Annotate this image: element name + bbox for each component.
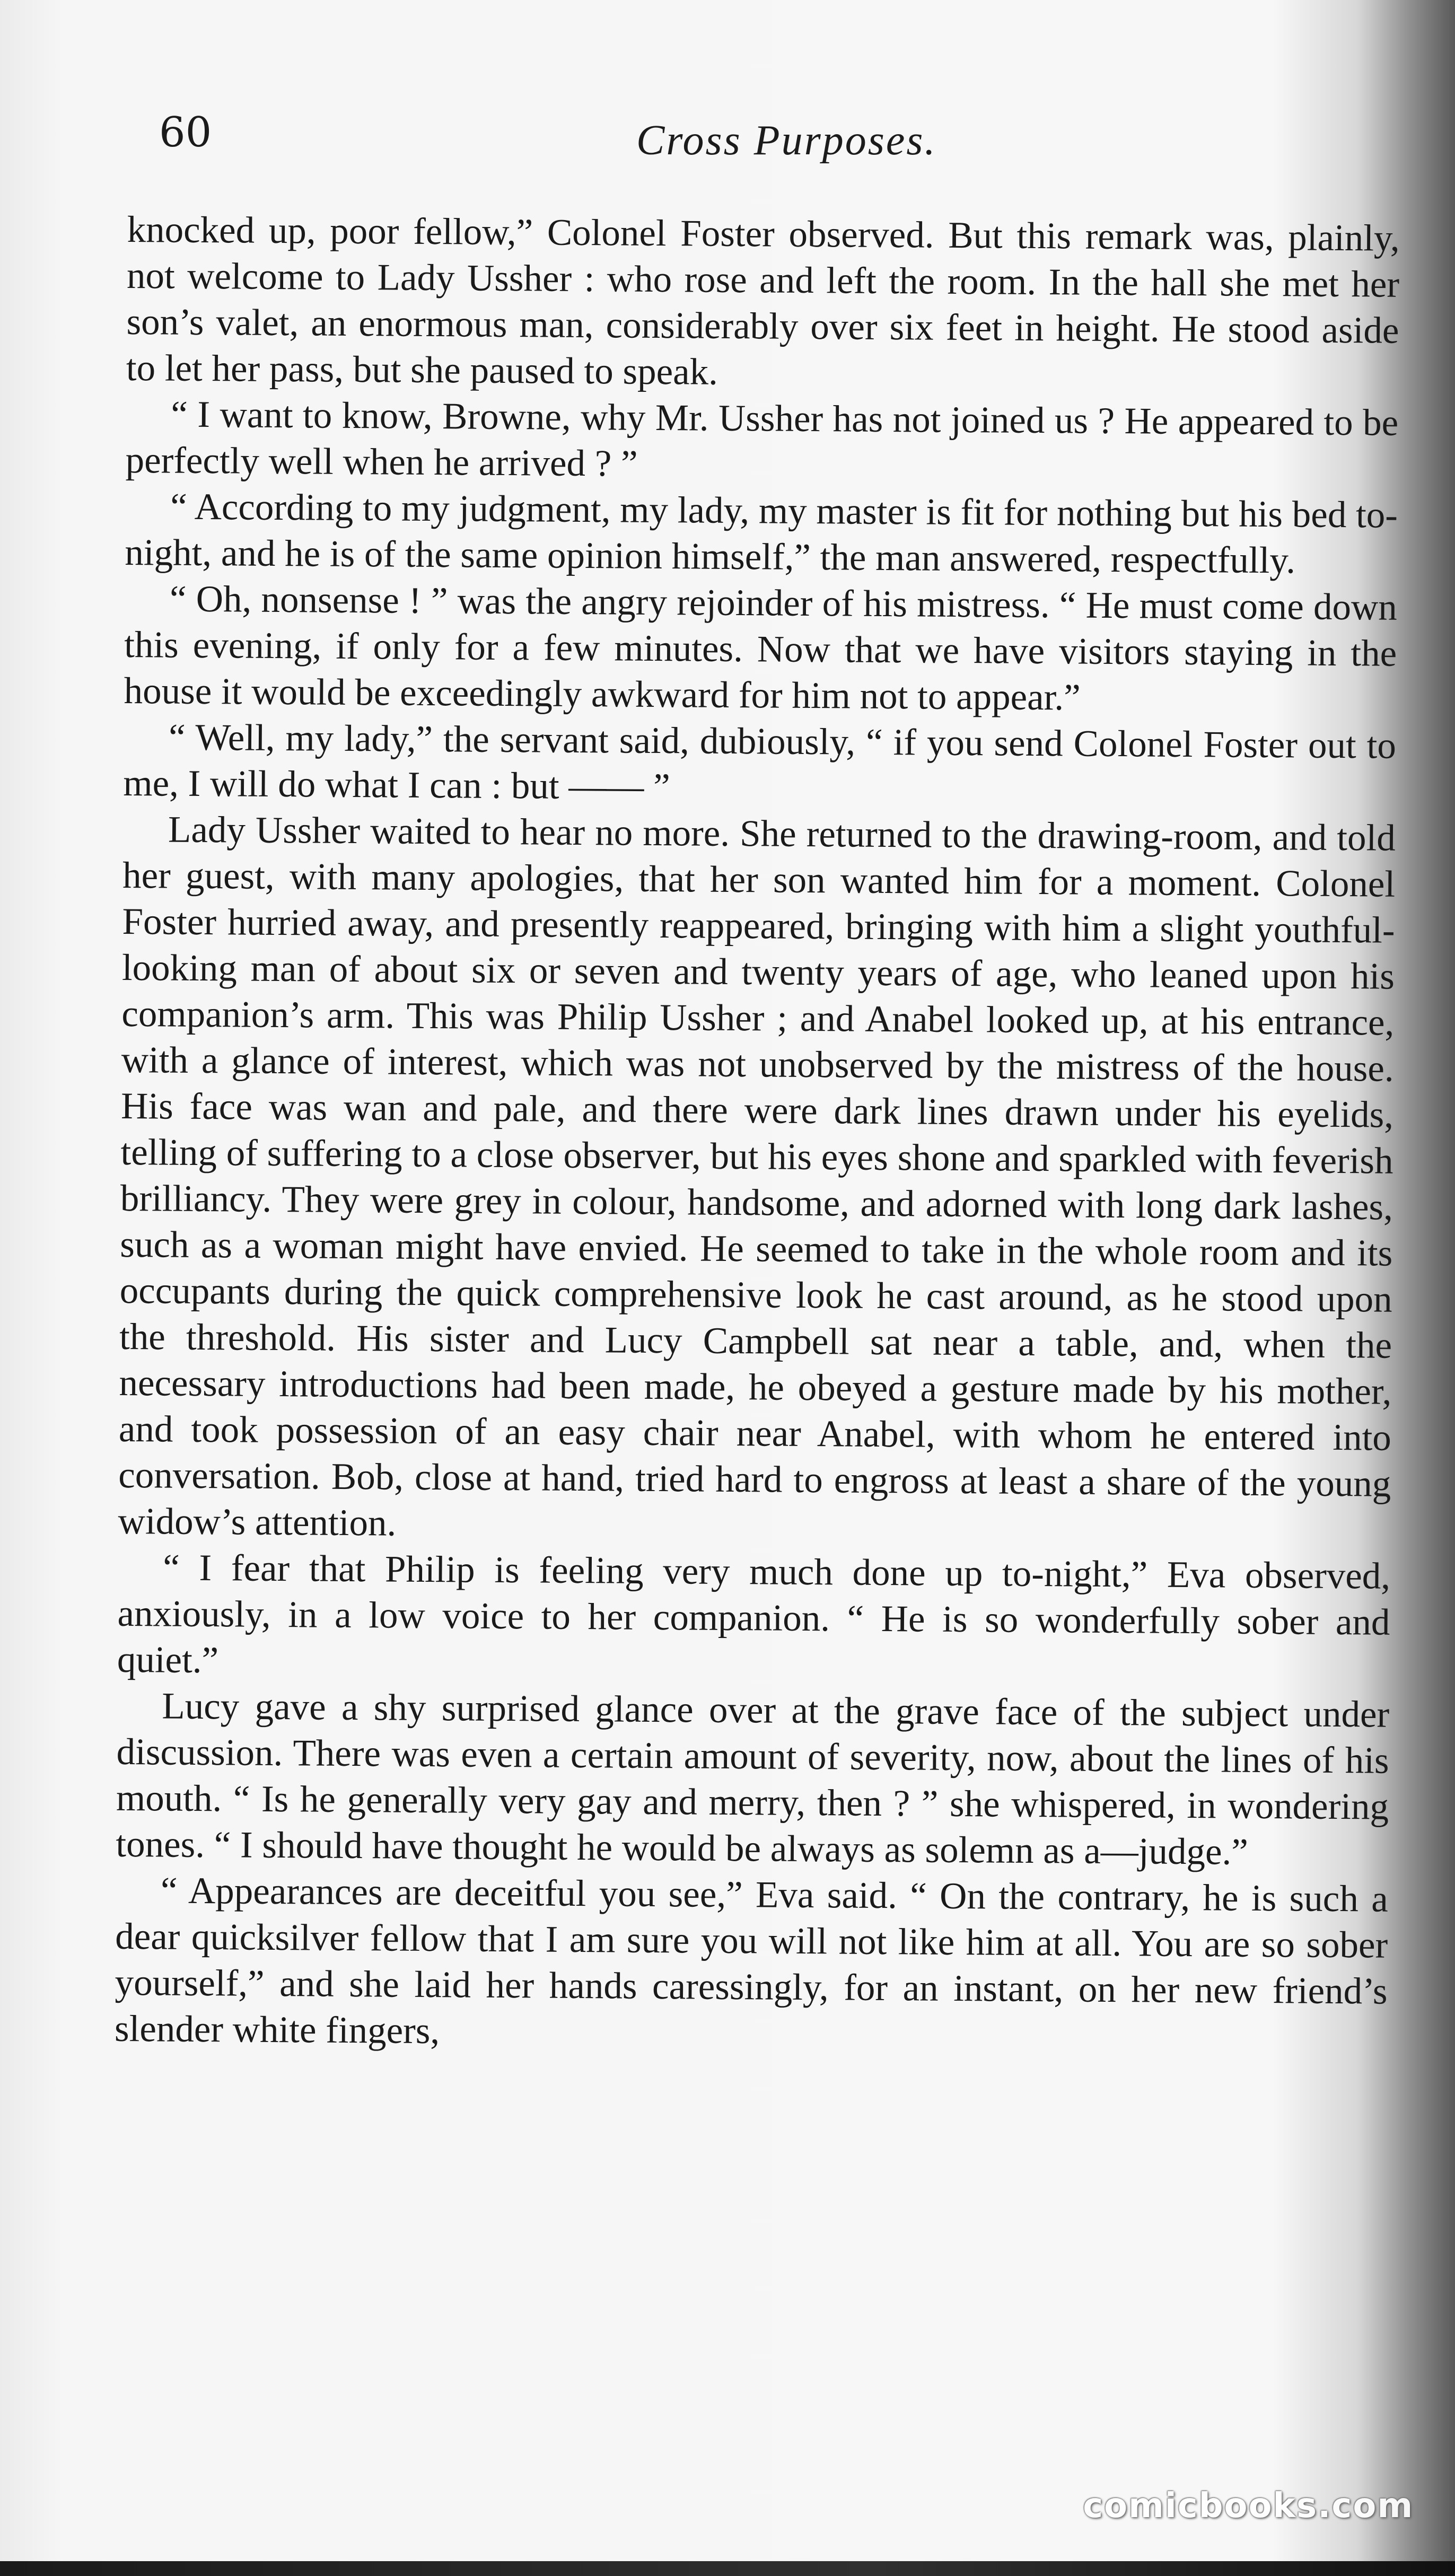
page-header bbox=[159, 109, 1379, 188]
site-watermark: comicbooks.com bbox=[1083, 2486, 1414, 2526]
page-number: 60 bbox=[159, 109, 212, 156]
paragraph: “ I fear that Philip is feeling very much done up to-night,” Eva observed, anxiously, in a low voice to her companion. “ He is so wonderfully sober and quiet.” bbox=[117, 1547, 1391, 1681]
paragraph: “ I want to know, Browne, why Mr. Ussher has not joined us ? He appeared to be perfectly well when he arrived ? ” bbox=[125, 393, 1399, 485]
paragraph: “ Appearances are deceitful you see,” Eva said. “ On the contrary, he is such a dear quicksilver fellow that I am sure you will not like him at all. You are so sober yourself,” and she laid her hands caressingly, for an instant, on her new friend’s slender white fingers, bbox=[114, 1870, 1389, 2052]
paragraph: “ Oh, nonsense ! ” was the angry rejoinder of his mistress. “ He must come down this evening, if only for a few minutes. Now that we have visitors staying in the house it would be exceedingly awkward for him not to appear.” bbox=[124, 578, 1398, 719]
body-text bbox=[115, 207, 1400, 2061]
paragraph: Lady Ussher waited to hear no more. She returned to the drawing-room, and told her guest, with many apologies, that her son wanted him for a moment. Colonel Foster hurried away, and presently reappeared, bringing with him a slight youthful-looking man of about six or seven and twenty years of age, who leaned upon his companion’s arm. This was Philip Ussher ; and Anabel looked up, at his entrance, with a glance of interest, which was not unobserved by the mistress of the house. His face was wan and pale, and there were dark lines drawn under his eyelids, telling of suffering to a close observer, but his eyes shone and sparkled with feverish brilliancy. They were grey in colour, handsome, and adorned with long dark lashes, such as a woman might have envied. He seemed to take in the whole room and its occupants during the quick comprehensive look he cast around, as he stood upon the threshold. His sister and Lucy Campbell sat near a table, and, when the necessary introductions had been made, he obeyed a gesture made by his mother, and took possession of an easy chair near Anabel, with whom he entered into conversation. Bob, close at hand, tried hard to engross at least a share of the young widow’s attention. bbox=[118, 809, 1396, 1544]
paragraph: Lucy gave a shy surprised glance over at the grave face of the subject under discussion. There was even a certain amount of severity, now, about the lines of his mouth. “ Is he generally very gay and merry, then ? ” she whispered, in wondering tones. “ I should have thought he would be always as solemn as a—judge.” bbox=[116, 1685, 1390, 1873]
paragraph: “ According to my judgment, my lady, my master is fit for nothing but his bed to-night, and he is of the same opinion himself,” the man answered, respectfully. bbox=[125, 486, 1398, 582]
scan-edge bbox=[0, 2561, 1455, 2576]
paragraph: “ Well, my lady,” the servant said, dubiously, “ if you send Colonel Foster out to me, I will do what I can : but —— ” bbox=[123, 716, 1397, 808]
paragraph: knocked up, poor fellow,” Colonel Foster observed. But this remark was, plainly, not welcome to Lady Ussher : who rose and left the room. In the hall she met her son’s valet, an enormous man, considerably over six feet in height. He stood aside to let her pass, but she paused to speak. bbox=[126, 208, 1400, 393]
running-title: Cross Purposes. bbox=[636, 117, 937, 164]
